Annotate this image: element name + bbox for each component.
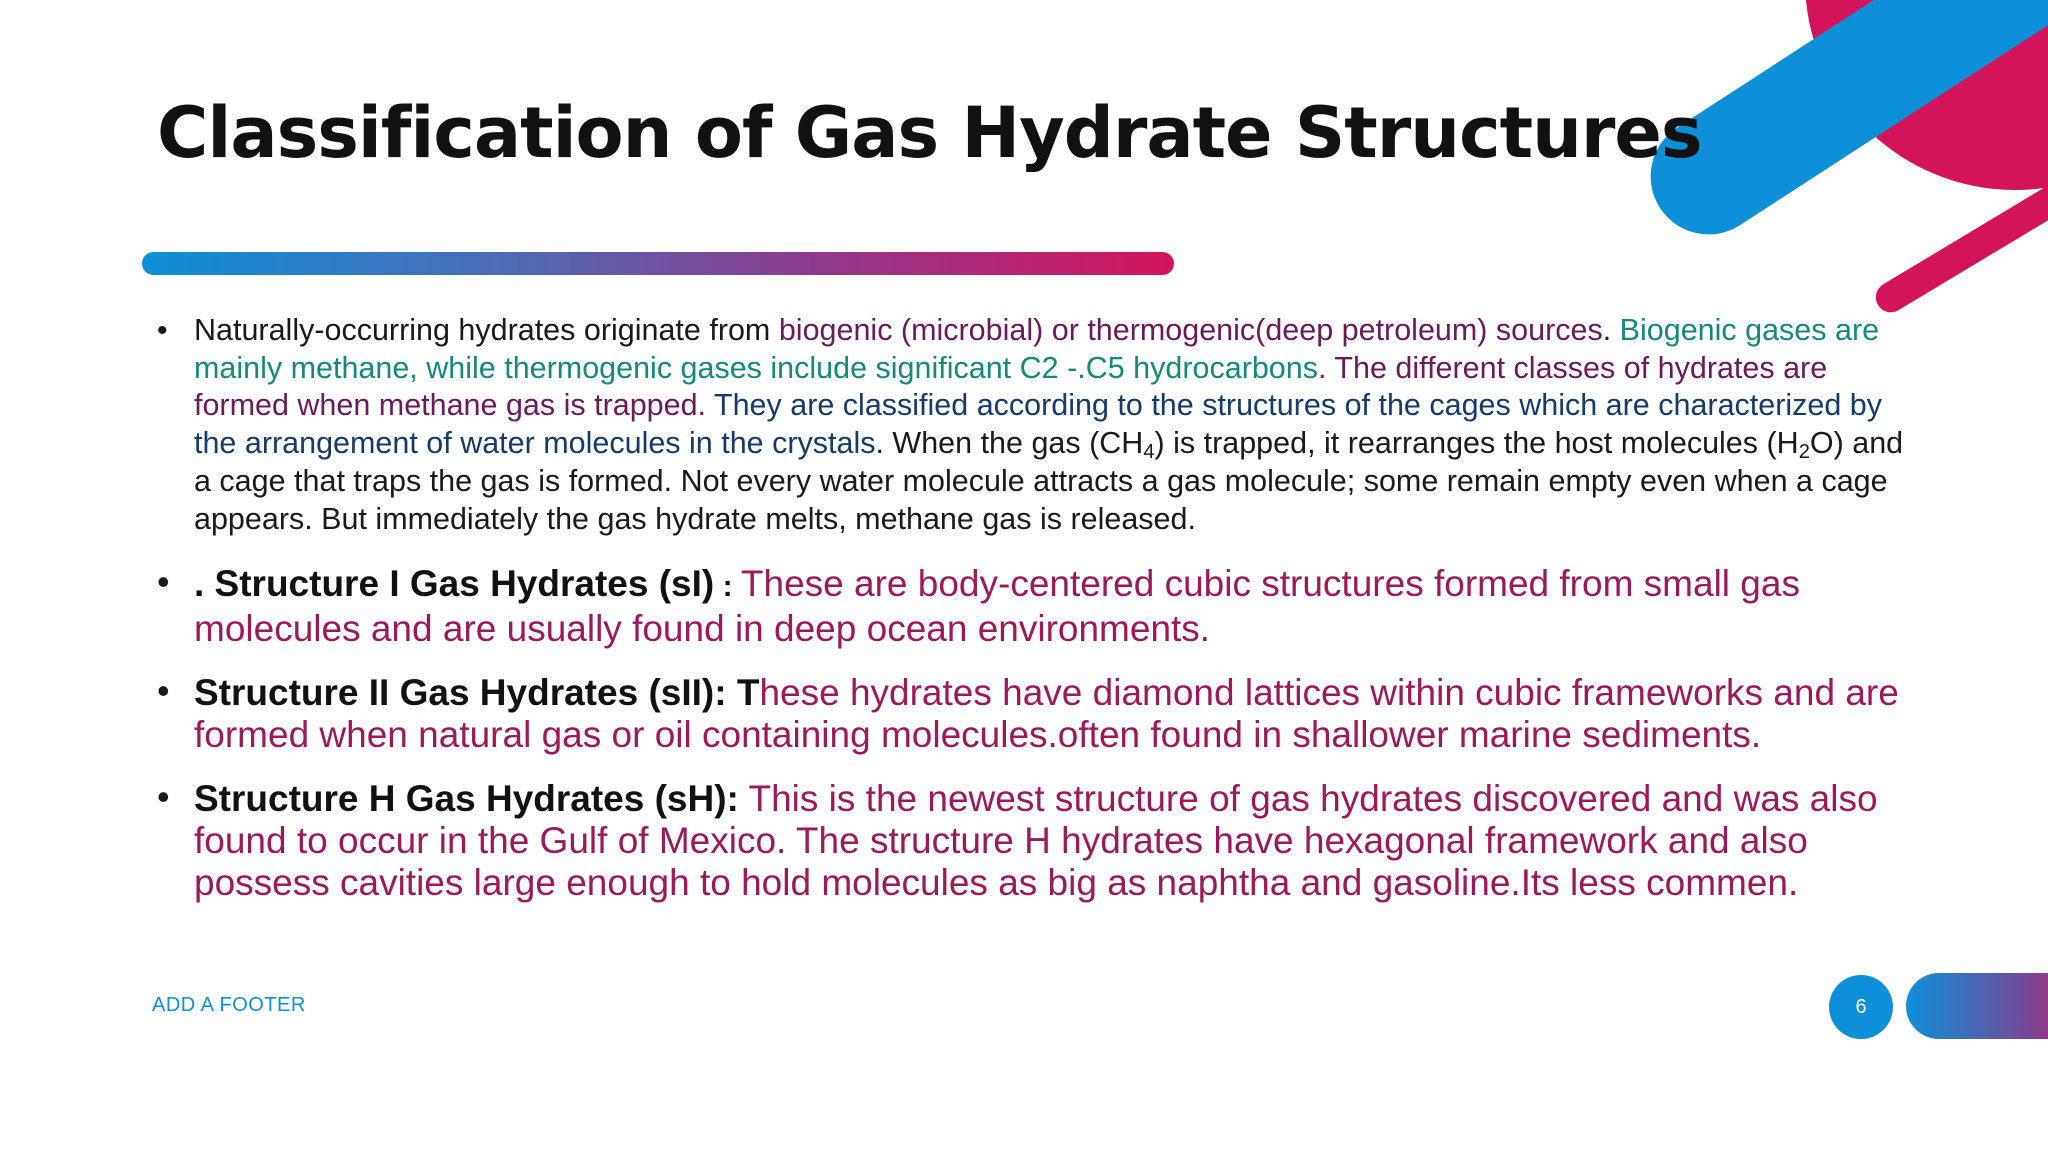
structure-h-heading: Structure H Gas Hydrates (sH): bbox=[194, 778, 739, 820]
bullet-structure-h bbox=[157, 778, 1907, 904]
bullet-dot-icon: • bbox=[157, 776, 170, 818]
intro-text-9: O) and a cage that traps the gas is formed. Not every water molecule attracts a gas molecule; some remain empty even when a cage appears. But immediately the gas hydrate melts, methane gas is released. bbox=[194, 426, 1904, 536]
bullet-structure-i bbox=[157, 563, 1907, 650]
decorative-corner-pill bbox=[1906, 973, 2048, 1039]
page-number-badge: 6 bbox=[1829, 975, 1893, 1039]
slide-title: Classification of Gas Hydrate Structures bbox=[157, 92, 1702, 174]
slide-body bbox=[157, 312, 1907, 926]
structure-ii-text: hese hydrates have diamond lattices within cubic frameworks and are formed when natural gas or oil containing molecules.often found in shallower marine sediments. bbox=[194, 672, 1899, 756]
title-underline-bar bbox=[142, 252, 1174, 275]
intro-text-6: They are classified according to the structures of the cages which are characterized by the arrangement of water molecules in the crystals bbox=[194, 388, 1883, 461]
intro-text-1: Naturally-occurring hydrates originate from bbox=[194, 313, 779, 347]
intro-text-4: Biogenic gases are mainly methane, while thermogenic gases include significant C2 -.C5 hydrocarbons bbox=[194, 313, 1880, 385]
structure-ii-heading: Structure II Gas Hydrates (sII): T bbox=[194, 672, 760, 714]
intro-subscript-4: 4 bbox=[1143, 441, 1155, 464]
structure-h-text: This is the newest structure of gas hydrates discovered and was also found to occur in the Gulf of Mexico. The structure H hydrates have hexagonal framework and also possess cavities large enough to hold molecules as big as naphtha and gasoline.Its less commen. bbox=[194, 778, 1878, 904]
structure-i-heading: . Structure I Gas Hydrates (sI) bbox=[194, 563, 715, 605]
intro-text-3: . bbox=[1602, 313, 1620, 347]
structure-i-text: These are body-centered cubic structures formed from small gas molecules and are usually found in deep ocean environments. bbox=[194, 563, 1800, 650]
structure-i-separator: : bbox=[714, 570, 741, 604]
intro-text-2: biogenic (microbial) or thermogenic(deep petroleum) sources bbox=[778, 313, 1603, 347]
bullet-intro bbox=[157, 312, 1907, 538]
intro-text-7: . When the gas (CH bbox=[875, 426, 1144, 461]
bullet-dot-icon: • bbox=[157, 670, 170, 712]
bullet-structure-ii bbox=[157, 672, 1907, 756]
footer-text: ADD A FOOTER bbox=[152, 994, 306, 1016]
intro-subscript-2: 2 bbox=[1798, 441, 1810, 464]
intro-text-8: ) is trapped, it rearranges the host molecules (H bbox=[1154, 426, 1799, 461]
intro-text-5: . The different classes of hydrates are formed when methane gas is trapped. bbox=[194, 350, 1828, 423]
bullet-dot-icon: • bbox=[157, 314, 168, 347]
bullet-dot-icon: • bbox=[157, 561, 170, 603]
